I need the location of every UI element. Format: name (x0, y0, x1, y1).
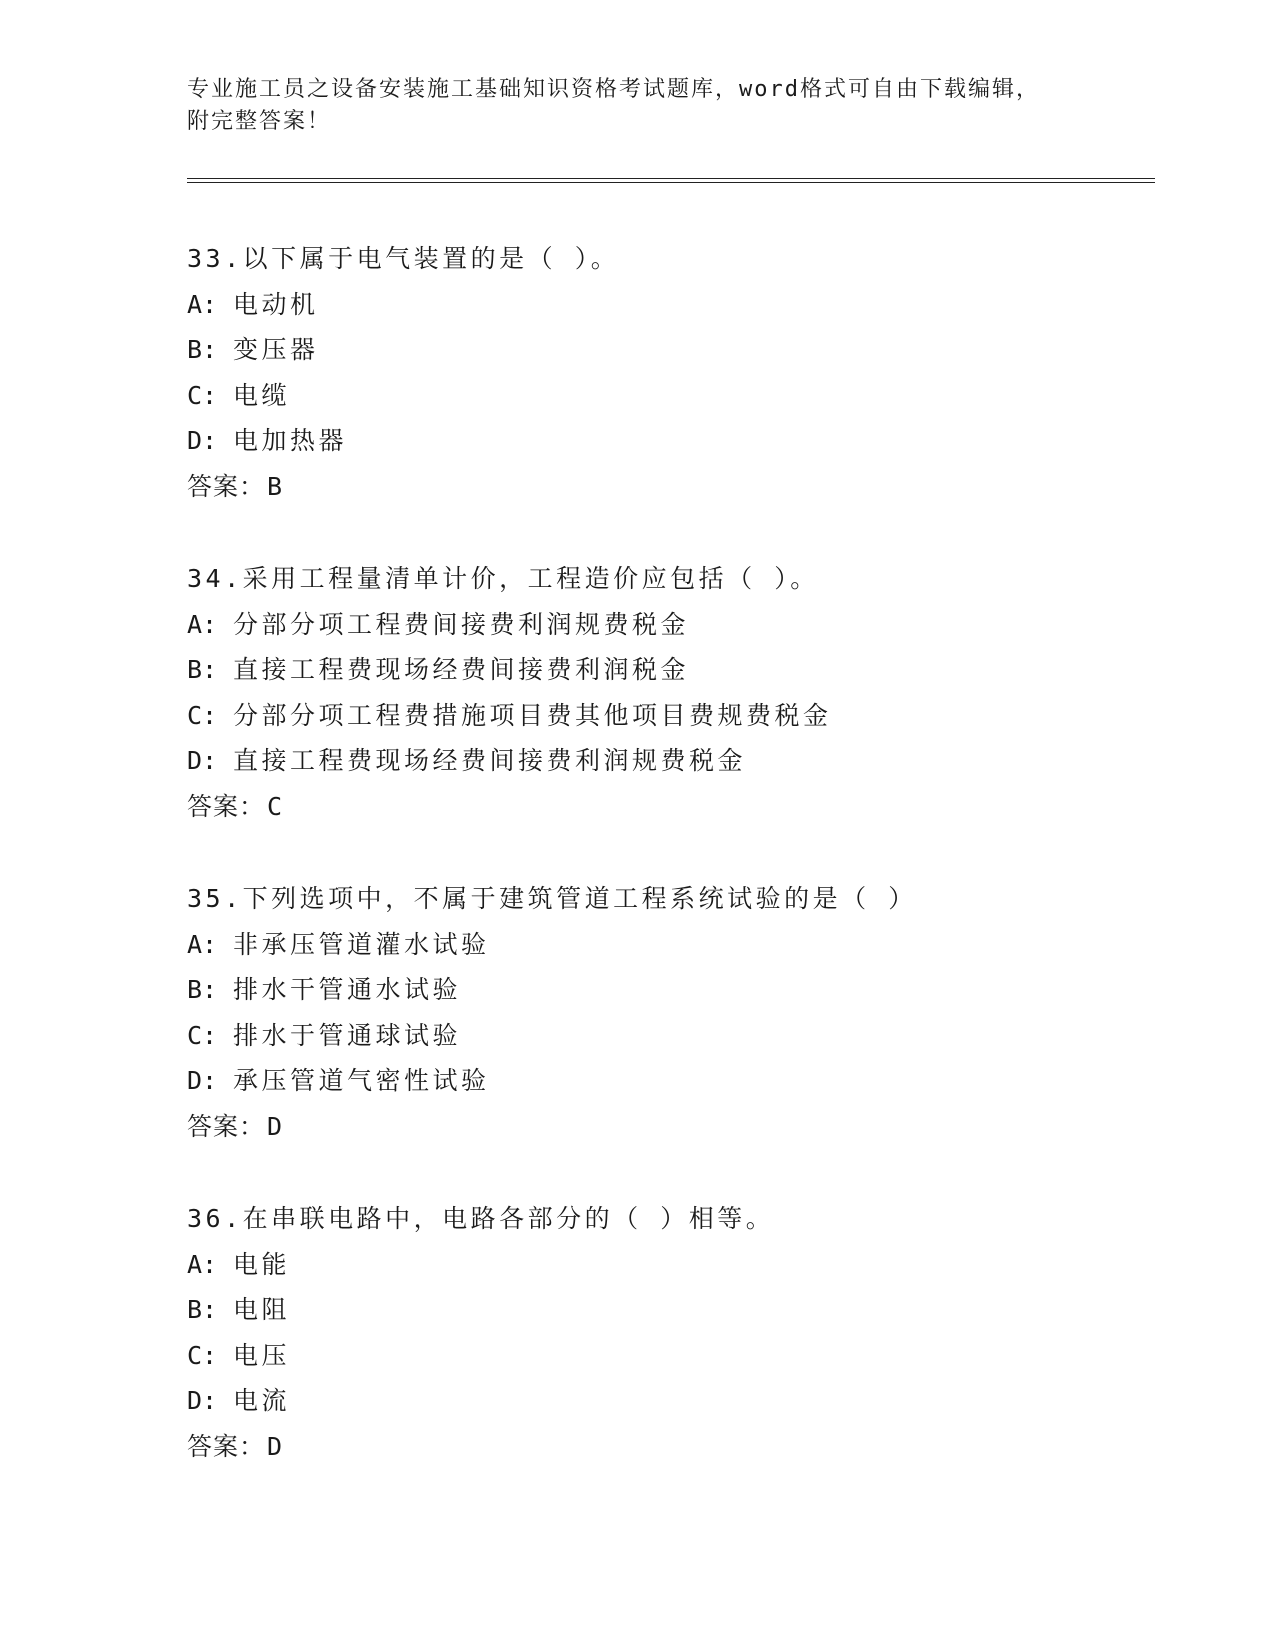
option-a (187, 282, 1147, 328)
question-stem: 33.以下属于电气装置的是（ ）。 (187, 244, 620, 273)
option-key: B: (187, 335, 218, 364)
question-stem: 36.在串联电路中，电路各部分的（ ）相等。 (187, 1204, 775, 1233)
header-line-1: 专业施工员之设备安装施工基础知识资格考试题库，word格式可自由下载编辑， (187, 77, 1040, 102)
option-key: A: (187, 929, 218, 959)
document-header (187, 74, 1067, 138)
option-text: 电加热器 (233, 426, 348, 455)
option-text: 电流 (233, 1386, 291, 1415)
option-b (187, 967, 1147, 1013)
option-d (187, 738, 1147, 784)
option-key: B: (187, 1295, 218, 1324)
answer-label: 答案： (187, 1111, 266, 1141)
header-divider-bottom (187, 182, 1155, 183)
option-key: C: (187, 380, 218, 410)
option-key: D: (187, 1386, 218, 1415)
option-d (187, 1058, 1147, 1104)
answer-label: 答案： (187, 471, 266, 501)
question-35 (187, 876, 1147, 1196)
option-d (187, 1378, 1147, 1424)
option-text: 直接工程费现场经费间接费利润税金 (233, 655, 690, 684)
option-key: C: (187, 700, 218, 730)
answer-value: C (267, 791, 284, 821)
option-key: A: (187, 609, 218, 639)
question-stem: 35.下列选项中，不属于建筑管道工程系统试验的是（ ） (187, 884, 917, 913)
option-c (187, 1333, 1147, 1379)
option-key: C: (187, 1340, 218, 1370)
option-text: 变压器 (233, 335, 319, 364)
option-text: 分部分项工程费间接费利润规费税金 (233, 609, 690, 639)
option-c (187, 1013, 1147, 1059)
option-c (187, 373, 1147, 419)
question-34 (187, 556, 1147, 876)
answer-label: 答案： (187, 1431, 266, 1461)
answer-value: D (267, 1111, 284, 1141)
option-a (187, 602, 1147, 648)
option-c (187, 693, 1147, 739)
option-a (187, 922, 1147, 968)
answer-value: B (267, 471, 284, 501)
option-text: 直接工程费现场经费间接费利润规费税金 (233, 746, 747, 775)
answer-value: D (267, 1431, 284, 1461)
option-key: D: (187, 1066, 218, 1095)
answer-line (187, 464, 1147, 510)
option-b (187, 327, 1147, 373)
option-text: 非承压管道灌水试验 (233, 929, 490, 959)
option-key: B: (187, 655, 218, 684)
option-text: 排水干管通水试验 (233, 975, 462, 1004)
question-33 (187, 236, 1147, 556)
answer-line (187, 1104, 1147, 1150)
option-key: A: (187, 289, 218, 319)
header-line-2: 附完整答案！ (187, 109, 332, 134)
option-text: 电压 (233, 1340, 291, 1370)
header-divider-top (187, 178, 1155, 179)
question-36 (187, 1196, 1147, 1516)
question-stem: 34.采用工程量清单计价，工程造价应包括（ ）。 (187, 564, 819, 593)
answer-line (187, 1424, 1147, 1470)
option-text: 电阻 (233, 1295, 291, 1324)
option-d (187, 418, 1147, 464)
option-b (187, 647, 1147, 693)
option-text: 排水于管通球试验 (233, 1020, 462, 1050)
option-text: 电能 (233, 1249, 291, 1279)
option-key: B: (187, 975, 218, 1004)
option-key: C: (187, 1020, 218, 1050)
option-text: 分部分项工程费措施项目费其他项目费规费税金 (233, 700, 832, 730)
answer-label: 答案： (187, 791, 266, 821)
option-key: D: (187, 746, 218, 775)
question-list (187, 236, 1147, 1516)
option-text: 承压管道气密性试验 (233, 1066, 490, 1095)
option-a (187, 1242, 1147, 1288)
option-key: D: (187, 426, 218, 455)
option-text: 电动机 (233, 289, 319, 319)
option-text: 电缆 (233, 380, 291, 410)
option-b (187, 1287, 1147, 1333)
option-key: A: (187, 1249, 218, 1279)
answer-line (187, 784, 1147, 830)
